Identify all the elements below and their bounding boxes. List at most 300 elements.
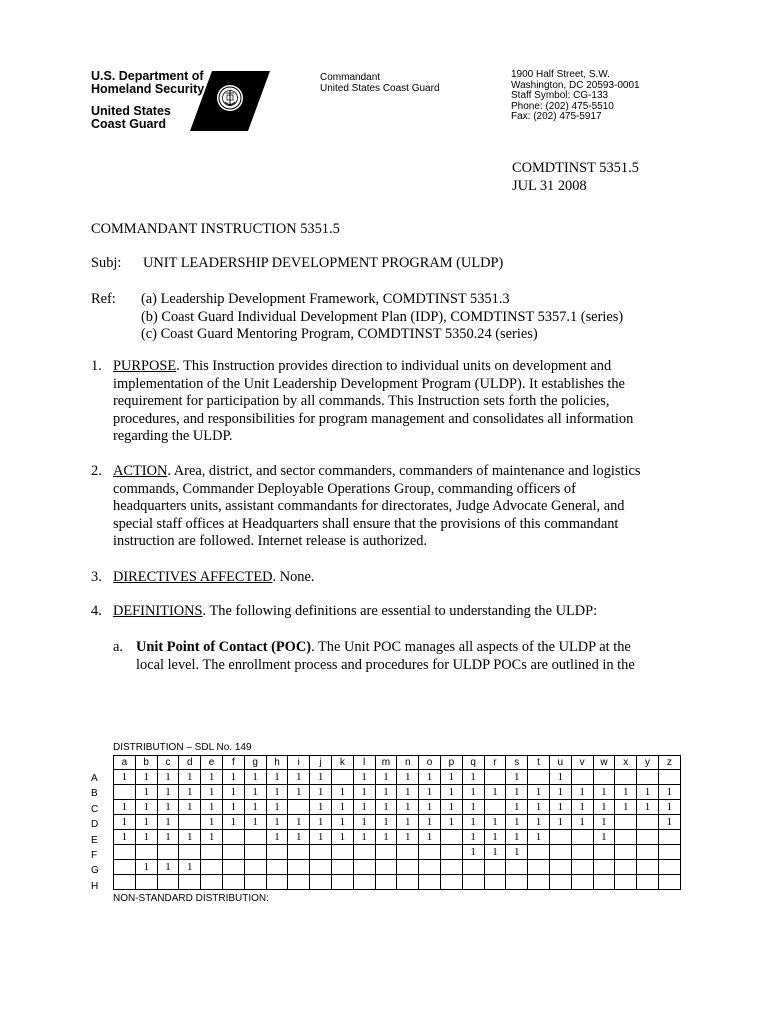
- org-line: United States: [91, 104, 171, 118]
- distribution-cell: 1: [135, 830, 157, 845]
- distribution-cell: [658, 860, 680, 875]
- distribution-cell: [658, 845, 680, 860]
- distribution-cell: [549, 830, 571, 845]
- distribution-cell: [157, 845, 179, 860]
- distribution-cell: [593, 770, 615, 785]
- document-date: JUL 31 2008: [512, 177, 587, 194]
- distribution-cell: 1: [179, 830, 201, 845]
- section-number: 1.: [91, 358, 102, 374]
- distribution-column-header: v: [571, 756, 593, 770]
- distribution-cell: 1: [244, 785, 266, 800]
- distribution-cell: [484, 875, 506, 890]
- distribution-cell: 1: [506, 830, 528, 845]
- distribution-cell: 1: [266, 830, 288, 845]
- subsection-line: . The Unit POC manages all aspects of the ULDP at the: [311, 639, 631, 655]
- distribution-cell: [615, 815, 637, 830]
- distribution-cell: [615, 875, 637, 890]
- distribution-cell: [310, 875, 332, 890]
- reference-label: Ref:: [91, 291, 116, 307]
- distribution-cell: 1: [440, 800, 462, 815]
- distribution-cell: 1: [419, 785, 441, 800]
- distribution-cell: [484, 800, 506, 815]
- distribution-cell: 1: [440, 770, 462, 785]
- distribution-title: DISTRIBUTION – SDL No. 149: [113, 742, 252, 753]
- distribution-row: [114, 785, 681, 800]
- distribution-cell: 1: [353, 815, 375, 830]
- distribution-cell: 1: [310, 815, 332, 830]
- control-number: COMDTINST 5351.5: [512, 160, 639, 176]
- distribution-column-header: j: [310, 756, 332, 770]
- distribution-cell: [462, 875, 484, 890]
- section-line: requirement for participation by all commands. This Instruction sets forth the policies,: [113, 393, 610, 409]
- distribution-cell: 1: [593, 830, 615, 845]
- distribution-cell: [549, 845, 571, 860]
- subsection-line: local level. The enrollment process and procedures for ULDP POCs are outlined in the: [136, 656, 635, 673]
- coast-guard-logo: [190, 71, 270, 131]
- distribution-cell: 1: [571, 800, 593, 815]
- distribution-cell: 1: [397, 785, 419, 800]
- commandant-line: Commandant: [320, 72, 381, 83]
- distribution-cell: [615, 845, 637, 860]
- subsection-letter: a.: [113, 639, 123, 655]
- distribution-cell: 1: [484, 845, 506, 860]
- distribution-cell: [114, 845, 136, 860]
- distribution-cell: [528, 875, 550, 890]
- distribution-cell: 1: [310, 830, 332, 845]
- distribution-cell: 1: [310, 800, 332, 815]
- subject-label: Subj:: [91, 255, 122, 271]
- distribution-cell: 1: [506, 770, 528, 785]
- distribution-cell: [637, 830, 659, 845]
- distribution-column-header: m: [375, 756, 397, 770]
- distribution-cell: [571, 770, 593, 785]
- distribution-cell: 1: [571, 815, 593, 830]
- distribution-cell: 1: [615, 785, 637, 800]
- distribution-cell: 1: [331, 830, 353, 845]
- distribution-cell: [266, 845, 288, 860]
- distribution-cell: [637, 860, 659, 875]
- subject-text: UNIT LEADERSHIP DEVELOPMENT PROGRAM (ULDP): [143, 255, 504, 271]
- distribution-cell: [331, 860, 353, 875]
- distribution-cell: [506, 875, 528, 890]
- distribution-cell: [375, 845, 397, 860]
- distribution-cell: [397, 860, 419, 875]
- distribution-cell: 1: [375, 815, 397, 830]
- distribution-cell: 1: [222, 815, 244, 830]
- distribution-cell: [179, 815, 201, 830]
- distribution-column-header: g: [244, 756, 266, 770]
- distribution-cell: [179, 875, 201, 890]
- distribution-column-header: y: [637, 756, 659, 770]
- distribution-cell: [593, 875, 615, 890]
- distribution-cell: [506, 860, 528, 875]
- distribution-cell: [310, 860, 332, 875]
- distribution-cell: 1: [179, 860, 201, 875]
- section-line: instruction are followed. Internet release is authorized.: [113, 533, 428, 549]
- distribution-cell: [288, 800, 310, 815]
- distribution-row: [114, 800, 681, 815]
- distribution-cell: [201, 845, 223, 860]
- distribution-cell: 1: [549, 785, 571, 800]
- distribution-cell: 1: [288, 830, 310, 845]
- section-line: . The following definitions are essential to understanding the ULDP:: [202, 603, 598, 619]
- reference-list: [141, 291, 623, 344]
- section-number: 2.: [91, 463, 102, 479]
- distribution-column-header: z: [658, 756, 680, 770]
- distribution-cell: [658, 770, 680, 785]
- distribution-cell: 1: [593, 785, 615, 800]
- distribution-cell: 1: [222, 800, 244, 815]
- distribution-cell: [440, 860, 462, 875]
- distribution-column-header: l: [353, 756, 375, 770]
- distribution-cell: 1: [266, 800, 288, 815]
- distribution-cell: 1: [222, 785, 244, 800]
- section-purpose: [91, 358, 691, 446]
- section-action: [91, 463, 691, 551]
- section-line: implementation of the Unit Leadership Development Program (ULDP). It establishes the: [113, 375, 625, 392]
- distribution-column-header: w: [593, 756, 615, 770]
- organization-name: [91, 70, 204, 131]
- distribution-cell: [222, 860, 244, 875]
- section-number: 3.: [91, 569, 102, 585]
- distribution-cell: [484, 860, 506, 875]
- distribution-cell: 1: [484, 815, 506, 830]
- distribution-column-header: u: [549, 756, 571, 770]
- distribution-cell: [331, 875, 353, 890]
- distribution-cell: 1: [135, 800, 157, 815]
- distribution-column-header: s: [506, 756, 528, 770]
- distribution-row-label: G: [91, 865, 99, 877]
- distribution-cell: 1: [135, 770, 157, 785]
- distribution-cell: 1: [288, 815, 310, 830]
- distribution-cell: 1: [440, 785, 462, 800]
- distribution-cell: [397, 875, 419, 890]
- section-line: . Area, district, and sector commanders, commanders of maintenance and logistics: [167, 463, 641, 479]
- distribution-cell: 1: [157, 815, 179, 830]
- distribution-cell: 1: [266, 815, 288, 830]
- distribution-cell: [114, 785, 136, 800]
- distribution-cell: [244, 860, 266, 875]
- distribution-column-header: r: [484, 756, 506, 770]
- subsection-unit-poc: [113, 639, 693, 674]
- distribution-cell: [528, 860, 550, 875]
- distribution-cell: 1: [353, 830, 375, 845]
- distribution-cell: [353, 860, 375, 875]
- distribution-cell: 1: [419, 770, 441, 785]
- distribution-cell: 1: [462, 770, 484, 785]
- section-number: 4.: [91, 603, 102, 619]
- distribution-cell: [571, 845, 593, 860]
- distribution-cell: [244, 830, 266, 845]
- distribution-cell: 1: [506, 785, 528, 800]
- distribution-cell: [440, 830, 462, 845]
- distribution-cell: 1: [353, 770, 375, 785]
- distribution-cell: 1: [658, 785, 680, 800]
- section-line: . This Instruction provides direction to individual units on development and: [176, 358, 612, 374]
- distribution-cell: 1: [331, 815, 353, 830]
- org-line: Homeland Security: [91, 82, 205, 96]
- distribution-column-header: p: [440, 756, 462, 770]
- distribution-cell: 1: [506, 845, 528, 860]
- distribution-cell: [244, 845, 266, 860]
- distribution-cell: [637, 815, 659, 830]
- distribution-cell: 1: [637, 800, 659, 815]
- distribution-cell: 1: [615, 800, 637, 815]
- distribution-cell: 1: [114, 830, 136, 845]
- distribution-cell: 1: [331, 800, 353, 815]
- distribution-cell: 1: [462, 785, 484, 800]
- distribution-cell: [419, 845, 441, 860]
- distribution-cell: [331, 845, 353, 860]
- org-line: U.S. Department of: [91, 69, 204, 83]
- distribution-cell: [549, 860, 571, 875]
- section-heading: DIRECTIVES AFFECTED: [113, 569, 273, 585]
- distribution-cell: 1: [201, 830, 223, 845]
- subsection-term: Unit Point of Contact (POC): [136, 639, 312, 655]
- distribution-cell: [462, 860, 484, 875]
- distribution-cell: [375, 860, 397, 875]
- distribution-column-header: a: [114, 756, 136, 770]
- distribution-column-header: t: [528, 756, 550, 770]
- distribution-cell: 1: [353, 800, 375, 815]
- commandant-line: United States Coast Guard: [320, 83, 440, 94]
- distribution-cell: 1: [157, 770, 179, 785]
- distribution-cell: 1: [244, 815, 266, 830]
- distribution-cell: 1: [157, 830, 179, 845]
- distribution-cell: 1: [462, 800, 484, 815]
- section-line: . None.: [272, 569, 315, 585]
- distribution-cell: [201, 860, 223, 875]
- org-line: Coast Guard: [91, 117, 167, 131]
- reference-item: (b) Coast Guard Individual Development Plan (IDP), COMDTINST 5357.1 (series): [141, 308, 624, 325]
- distribution-cell: 1: [528, 830, 550, 845]
- distribution-cell: 1: [528, 815, 550, 830]
- distribution-cell: [571, 830, 593, 845]
- distribution-cell: [135, 875, 157, 890]
- distribution-cell: 1: [201, 815, 223, 830]
- section-heading: PURPOSE: [113, 358, 177, 374]
- distribution-cell: [593, 845, 615, 860]
- distribution-row: [114, 845, 681, 860]
- distribution-cell: 1: [157, 860, 179, 875]
- distribution-column-header: f: [222, 756, 244, 770]
- non-standard-distribution-label: NON-STANDARD DISTRIBUTION:: [113, 893, 269, 904]
- distribution-cell: [440, 845, 462, 860]
- distribution-row-label: D: [91, 819, 99, 831]
- distribution-cell: [571, 860, 593, 875]
- distribution-cell: 1: [397, 800, 419, 815]
- address-line: Staff Symbol: CG-133: [511, 90, 609, 101]
- distribution-column-header: h: [266, 756, 288, 770]
- distribution-row-labels: [91, 771, 99, 894]
- distribution-column-header: x: [615, 756, 637, 770]
- distribution-column-header: i: [288, 756, 310, 770]
- distribution-cell: [310, 845, 332, 860]
- distribution-cell: 1: [549, 800, 571, 815]
- distribution-cell: [353, 875, 375, 890]
- section-heading: ACTION: [113, 463, 168, 479]
- distribution-cell: [222, 875, 244, 890]
- distribution-cell: 1: [266, 785, 288, 800]
- commandant-block: [320, 72, 440, 94]
- distribution-cell: [222, 845, 244, 860]
- reference-item: (c) Coast Guard Mentoring Program, COMDTINST 5350.24 (series): [141, 326, 538, 342]
- distribution-cell: 1: [419, 815, 441, 830]
- distribution-row: [114, 875, 681, 890]
- distribution-cell: [637, 875, 659, 890]
- distribution-cell: 1: [397, 830, 419, 845]
- distribution-cell: 1: [484, 785, 506, 800]
- distribution-cell: 1: [484, 830, 506, 845]
- distribution-cell: 1: [157, 800, 179, 815]
- distribution-cell: [419, 875, 441, 890]
- distribution-row-label: B: [91, 788, 98, 800]
- distribution-cell: 1: [397, 770, 419, 785]
- distribution-column-header: d: [179, 756, 201, 770]
- distribution-cell: [419, 860, 441, 875]
- distribution-cell: 1: [288, 770, 310, 785]
- distribution-column-header: n: [397, 756, 419, 770]
- distribution-cell: 1: [114, 800, 136, 815]
- distribution-column-header: k: [331, 756, 353, 770]
- distribution-cell: 1: [419, 830, 441, 845]
- distribution-row-label: A: [91, 773, 98, 784]
- distribution-cell: [135, 845, 157, 860]
- distribution-cell: 1: [135, 815, 157, 830]
- section-heading: DEFINITIONS: [113, 603, 203, 619]
- distribution-cell: 1: [201, 770, 223, 785]
- distribution-cell: 1: [310, 785, 332, 800]
- distribution-cell: 1: [397, 815, 419, 830]
- address-line: 1900 Half Street, S.W.: [511, 69, 610, 80]
- distribution-cell: [375, 875, 397, 890]
- distribution-cell: 1: [375, 770, 397, 785]
- distribution-cell: 1: [549, 770, 571, 785]
- distribution-row-label: H: [91, 880, 99, 892]
- address-line: Fax: (202) 475-5917: [511, 111, 602, 122]
- distribution-cell: 1: [179, 770, 201, 785]
- address-line: Phone: (202) 475-5510: [511, 100, 614, 112]
- distribution-cell: [353, 845, 375, 860]
- distribution-cell: 1: [375, 800, 397, 815]
- distribution-cell: 1: [593, 800, 615, 815]
- address-line: Washington, DC 20593-0001: [511, 79, 640, 91]
- distribution-column-header: c: [157, 756, 179, 770]
- distribution-cell: [266, 875, 288, 890]
- section-line: headquarters units, assistant commandants for directorates, Judge Advocate General, and: [113, 498, 625, 514]
- section-line: procedures, and responsibilities for program management and consolidates all information: [113, 410, 634, 427]
- section-line: special staff offices at Headquarters shall ensure that the provisions of this commandant: [113, 515, 619, 532]
- distribution-cell: 1: [462, 845, 484, 860]
- distribution-cell: 1: [528, 785, 550, 800]
- distribution-cell: 1: [157, 785, 179, 800]
- distribution-cell: [615, 770, 637, 785]
- distribution-cell: 1: [571, 785, 593, 800]
- distribution-cell: [549, 875, 571, 890]
- distribution-cell: 1: [440, 815, 462, 830]
- distribution-column-header: b: [135, 756, 157, 770]
- distribution-cell: 1: [528, 800, 550, 815]
- distribution-header-row: [114, 756, 681, 770]
- distribution-cell: [484, 770, 506, 785]
- section-definitions: [91, 603, 691, 621]
- distribution-cell: 1: [244, 800, 266, 815]
- distribution-row: [114, 770, 681, 785]
- distribution-cell: 1: [506, 800, 528, 815]
- distribution-cell: [528, 845, 550, 860]
- distribution-cell: 1: [114, 770, 136, 785]
- distribution-cell: 1: [201, 785, 223, 800]
- distribution-cell: [179, 845, 201, 860]
- distribution-cell: [157, 875, 179, 890]
- distribution-cell: 1: [637, 785, 659, 800]
- distribution-cell: [658, 830, 680, 845]
- address-block: [511, 70, 640, 123]
- distribution-cell: [266, 860, 288, 875]
- distribution-cell: [571, 875, 593, 890]
- distribution-cell: 1: [375, 830, 397, 845]
- distribution-cell: 1: [353, 785, 375, 800]
- distribution-cell: [114, 875, 136, 890]
- distribution-cell: 1: [114, 815, 136, 830]
- reference-item: (a) Leadership Development Framework, COMDTINST 5351.3: [141, 291, 510, 307]
- distribution-cell: [615, 830, 637, 845]
- distribution-cell: 1: [201, 800, 223, 815]
- distribution-cell: 1: [288, 785, 310, 800]
- distribution-table: [113, 755, 681, 890]
- distribution-cell: 1: [179, 800, 201, 815]
- distribution-cell: 1: [135, 785, 157, 800]
- distribution-cell: 1: [310, 770, 332, 785]
- distribution-cell: 1: [375, 785, 397, 800]
- distribution-cell: [637, 845, 659, 860]
- distribution-row-label: F: [91, 850, 98, 862]
- distribution-cell: 1: [593, 815, 615, 830]
- distribution-cell: 1: [506, 815, 528, 830]
- distribution-cell: 1: [658, 800, 680, 815]
- distribution-cell: 1: [266, 770, 288, 785]
- section-line: commands, Commander Deployable Operations Group, commanding officers of: [113, 480, 576, 497]
- section-line: regarding the ULDP.: [113, 428, 233, 444]
- distribution-cell: [244, 875, 266, 890]
- distribution-column-header: q: [462, 756, 484, 770]
- document-title: COMMANDANT INSTRUCTION 5351.5: [91, 221, 340, 237]
- distribution-cell: [222, 830, 244, 845]
- distribution-cell: 1: [549, 815, 571, 830]
- distribution-cell: 1: [331, 785, 353, 800]
- distribution-cell: [637, 770, 659, 785]
- distribution-row: [114, 830, 681, 845]
- distribution-cell: [397, 845, 419, 860]
- distribution-row-label: C: [91, 803, 99, 815]
- distribution-cell: [288, 875, 310, 890]
- distribution-cell: 1: [179, 785, 201, 800]
- distribution-row-label: E: [91, 834, 98, 846]
- distribution-cell: [331, 770, 353, 785]
- distribution-cell: [288, 845, 310, 860]
- section-directives-affected: [91, 569, 691, 587]
- distribution-cell: 1: [244, 770, 266, 785]
- distribution-cell: [114, 860, 136, 875]
- distribution-cell: [593, 860, 615, 875]
- distribution-column-header: o: [419, 756, 441, 770]
- distribution-cell: 1: [222, 770, 244, 785]
- distribution-cell: 1: [658, 815, 680, 830]
- distribution-row: [114, 860, 681, 875]
- distribution-cell: [288, 860, 310, 875]
- distribution-cell: 1: [419, 800, 441, 815]
- distribution-cell: 1: [462, 815, 484, 830]
